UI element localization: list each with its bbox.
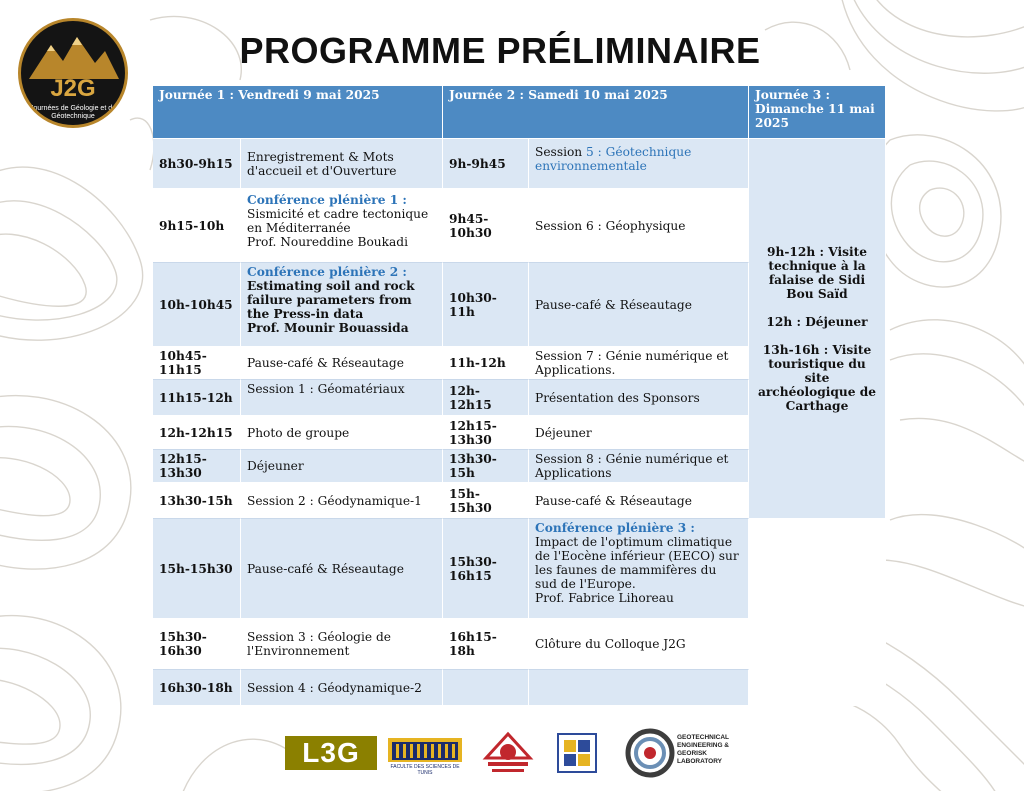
- day1-conference: [241, 189, 443, 263]
- day2-activity: Session 7 : Génie numérique et Applications.: [529, 347, 749, 380]
- day1-time: 9h15-10h: [153, 189, 241, 263]
- session-highlight: 5 : Géotechnique environnementale: [535, 145, 692, 173]
- emblem-icon: [552, 728, 602, 778]
- day2-activity: Session 6 : Géophysique: [529, 189, 749, 263]
- day2-time: 12h-12h15: [443, 380, 529, 416]
- day2-time: 12h15-13h30: [443, 416, 529, 450]
- day1-activity: Session 3 : Géologie de l'Environnement: [241, 619, 443, 670]
- conference-title: Conférence plénière 2 :: [247, 265, 407, 279]
- day3-blank: [749, 519, 886, 706]
- sponsor-logos: [0, 726, 1024, 786]
- conference-title: Conférence plénière 3 :: [535, 521, 695, 535]
- day2-empty-cell: [443, 670, 529, 706]
- day1-header: Journée 1 : Vendredi 9 mai 2025: [153, 86, 443, 139]
- utm-logo: [552, 728, 602, 778]
- day2-header: Journée 2 : Samedi 10 mai 2025: [443, 86, 749, 139]
- day1-activity: Session 2 : Géodynamique-1: [241, 483, 443, 519]
- day2-activity: [529, 139, 749, 189]
- fst-logo: [388, 734, 462, 776]
- day2-time: 13h30-15h: [443, 450, 529, 483]
- day3-item: 13h-16h : Visite touristique du site archéologique de Carthage: [757, 342, 877, 413]
- day1-time: 12h15-13h30: [153, 450, 241, 483]
- day2-time: 9h-9h45: [443, 139, 529, 189]
- day2-activity: Pause-café & Réseautage: [529, 263, 749, 347]
- university-emblem-icon: [478, 728, 538, 778]
- conference-topic: Sismicité et cadre tectonique en Méditerranée: [247, 207, 429, 235]
- day1-time: 10h45-11h15: [153, 347, 241, 380]
- day1-conference: [241, 263, 443, 347]
- enit-logo: [478, 728, 538, 778]
- schedule-table: [153, 86, 886, 706]
- page-title: PROGRAMME PRÉLIMINAIRE: [239, 30, 761, 71]
- day2-time: 9h45-10h30: [443, 189, 529, 263]
- session-prefix: Session: [535, 145, 587, 159]
- conference-title: Conférence plénière 1 :: [247, 193, 407, 207]
- conference-speaker: Prof. Mounir Bouassida: [247, 321, 409, 335]
- logo-tagline: Journées de Géologie et de Géotechnique: [29, 105, 116, 120]
- conference-topic: Impact de l'optimum climatique de l'Eocène inférieur (EECO) sur les faunes de mammifères du sud de l'Europe.: [535, 535, 739, 591]
- geotech-lab-label: GEOTECHNICAL ENGINEERING & GEORISK LABORATORY: [677, 734, 730, 765]
- l3g-logo: L3G: [285, 736, 377, 770]
- day2-activity: Session 8 : Génie numérique et Applications: [529, 450, 749, 483]
- day2-time: 15h-15h30: [443, 483, 529, 519]
- geotech-lab-logo: [625, 728, 745, 778]
- j2g-logo: [18, 18, 128, 128]
- day3-item: 9h-12h : Visite technique à la falaise de Sidi Bou Saïd: [767, 244, 867, 301]
- day1-activity: Session 4 : Géodynamique-2: [241, 670, 443, 706]
- day1-activity: Déjeuner: [241, 450, 443, 483]
- day3-program: [749, 139, 886, 519]
- day2-activity: Présentation des Sponsors: [529, 380, 749, 416]
- day2-time: 16h15-18h: [443, 619, 529, 670]
- day3-header: Journée 3 : Dimanche 11 mai 2025: [749, 86, 886, 139]
- day2-activity: Clôture du Colloque J2G: [529, 619, 749, 670]
- day1-time: 8h30-9h15: [153, 139, 241, 189]
- day3-item: 12h : Déjeuner: [766, 314, 868, 329]
- fst-label: FACULTE DES SCIENCES DE TUNIS: [390, 764, 460, 776]
- logo-mark: J2G: [50, 75, 96, 102]
- day2-time: 10h30-11h: [443, 263, 529, 347]
- day2-time: 11h-12h: [443, 347, 529, 380]
- day2-time: 15h30-16h15: [443, 519, 529, 619]
- day1-time: 16h30-18h: [153, 670, 241, 706]
- day1-time: 15h-15h30: [153, 519, 241, 619]
- day1-time: 15h30-16h30: [153, 619, 241, 670]
- day1-time: 12h-12h15: [153, 416, 241, 450]
- day2-activity: Déjeuner: [529, 416, 749, 450]
- day1-time: 13h30-15h: [153, 483, 241, 519]
- day1-activity: Session 1 : Géomatériaux: [241, 380, 443, 416]
- day1-time: 11h15-12h: [153, 380, 241, 416]
- day1-time: 10h-10h45: [153, 263, 241, 347]
- lab-emblem-icon: [625, 728, 675, 778]
- conference-speaker: Prof. Noureddine Boukadi: [247, 235, 409, 249]
- day1-activity: Pause-café & Réseautage: [241, 519, 443, 619]
- day1-activity: Photo de groupe: [241, 416, 443, 450]
- conference-speaker: Prof. Fabrice Lihoreau: [535, 591, 674, 605]
- day1-activity: Pause-café & Réseautage: [241, 347, 443, 380]
- building-icon: [388, 734, 462, 764]
- day1-activity: Enregistrement & Mots d'accueil et d'Ouverture: [241, 139, 443, 189]
- conference-topic: Estimating soil and rock failure parameters from the Press-in data: [247, 279, 415, 321]
- day2-activity: Pause-café & Réseautage: [529, 483, 749, 519]
- day2-conference: [529, 519, 749, 619]
- day2-empty-cell: [529, 670, 749, 706]
